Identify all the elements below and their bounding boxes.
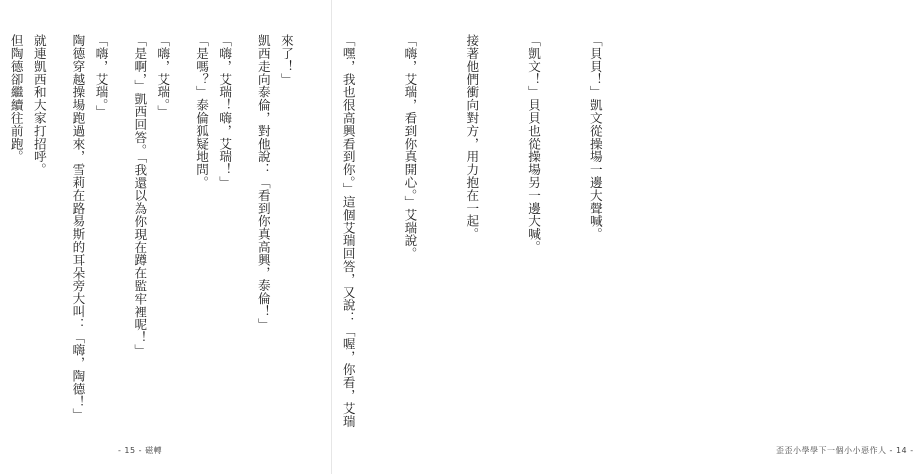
text-column: 「凱文！」貝貝也從操場另一邊大喊。 [526,34,542,254]
text-column: 「嗨，艾瑞。」 [93,34,109,118]
text-column: 陶德穿越操場跑過來，雪莉在路易斯的耳朵旁大叫：「嗨，陶德！」 [70,34,86,421]
text-column: 「是嗎？」泰倫狐疑地問。 [194,34,210,189]
page-footer-left: - 15 - 磁轉 [118,446,163,455]
text-column: 「嘿，我也很高興看到你。」這個艾瑞回答，又說：「喔，你看，艾瑞 [340,34,356,428]
page-footer-right: 歪歪小學學下一個小小惡作人 - 14 - [776,446,914,455]
text-column: 接著他們衝向對方，用力抱在一起。 [464,34,480,241]
text-column: 「嗨，艾瑞，看到你真開心。」艾瑞說。 [402,34,418,260]
text-column: 凱西走向泰倫，對他說：「看到你真高興，泰倫！」 [255,34,271,331]
text-column: 「嗨，艾瑞！嗨，艾瑞！」 [217,34,233,189]
text-column: 但陶德卻繼續往前跑。 [8,34,24,163]
text-column: 就連凱西和大家打招呼。 [31,34,47,176]
text-column: 「嗨，艾瑞。」 [155,34,171,118]
text-column: 「貝貝！」凱文從操場一邊大聲喊。 [587,34,603,241]
text-column: 「是啊，」凱西回答。「我還以為你現在蹲在監牢裡呢！」 [132,34,148,357]
text-column: 來了！」 [278,34,294,86]
